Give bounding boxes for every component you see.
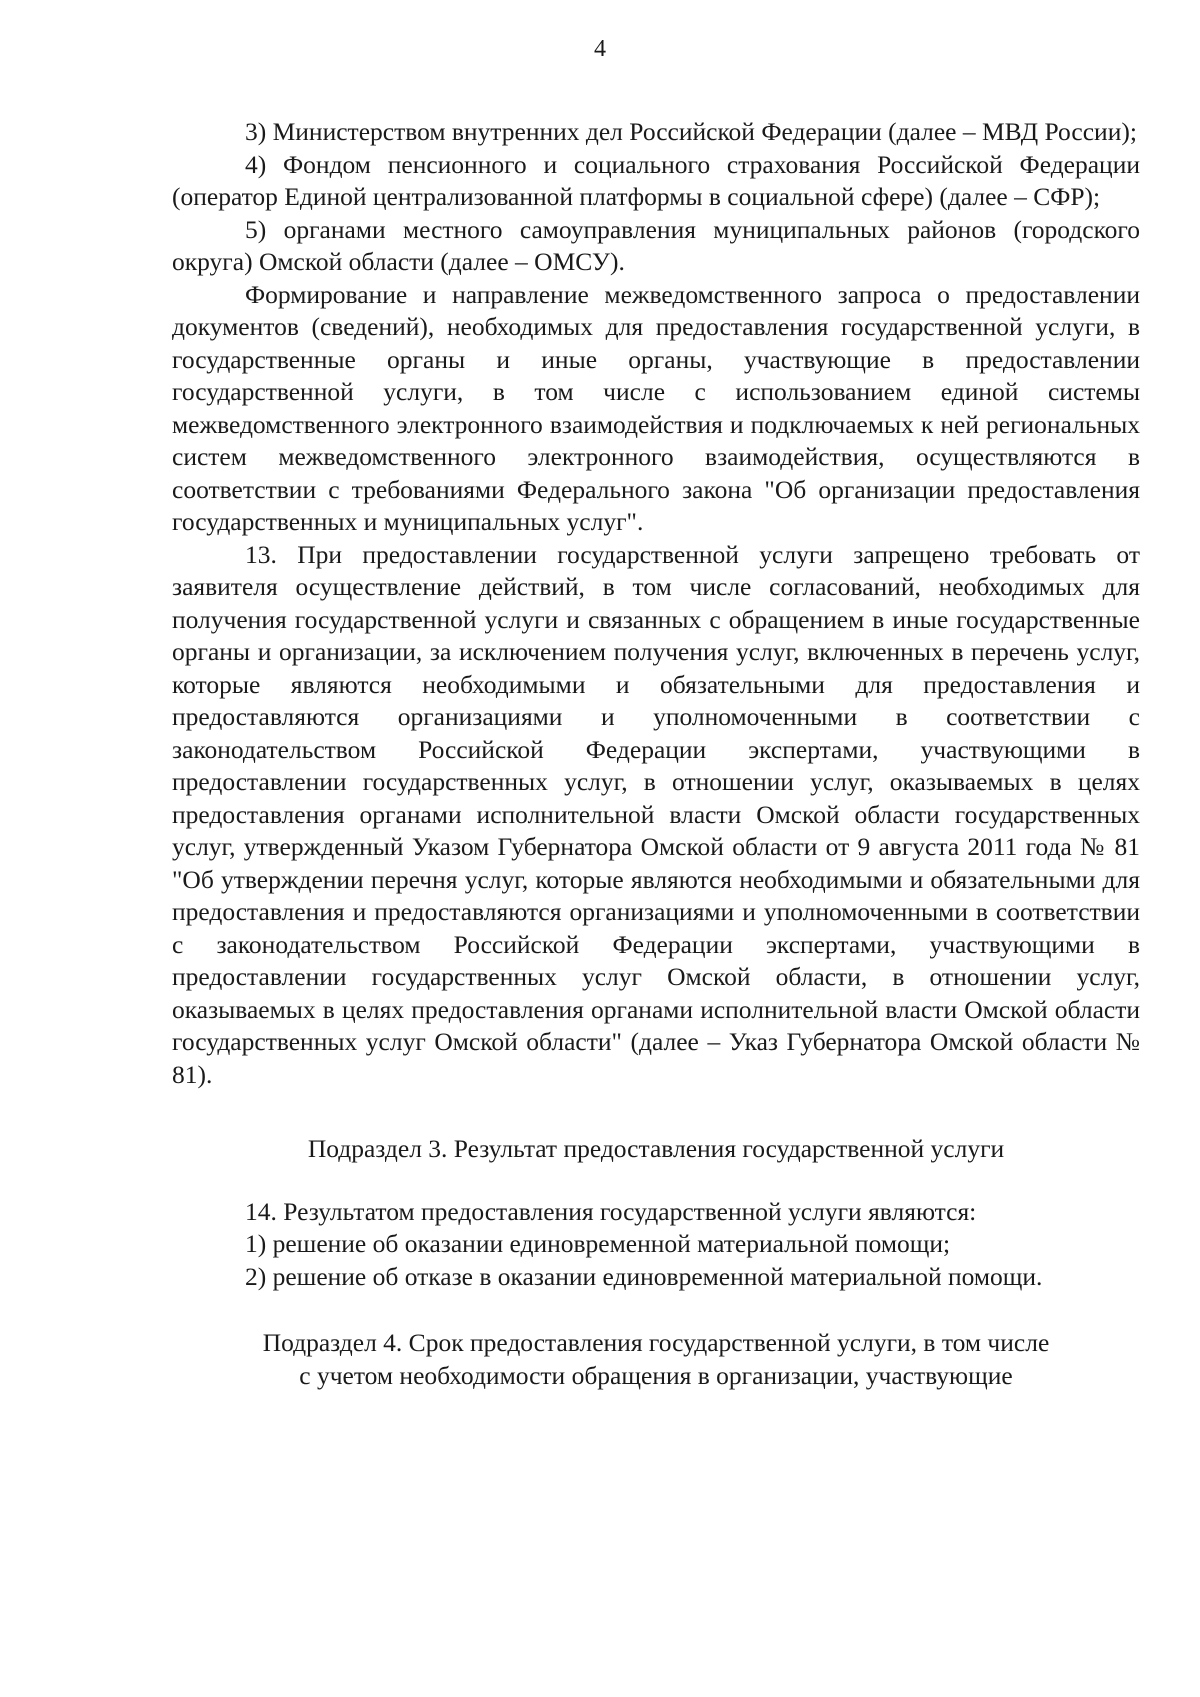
subsection-4-heading bbox=[172, 1327, 1140, 1392]
paragraph-14: 14. Результатом предоставления государственной услуги являются: bbox=[245, 1196, 977, 1226]
subsection-4-heading-line-2: с учетом необходимости обращения в организации, участвующие bbox=[299, 1360, 1013, 1390]
result-item-2: 2) решение об отказе в оказании единовременной материальной помощи. bbox=[245, 1261, 1043, 1291]
paragraph-13: 13. При предоставлении государственной услуги запрещено требовать от заявителя осуществление действий, в том числе согласований, необходимых для получения государственной услуги и связанных с обращением в иные государственные органы и организации, за исключением получения услуг, включенных в перечень услуг, которые являются необходимыми и обязательными для предоставления и предоставляются организациями и уполномоченными в соответствии с законодательством Российской Федерации экспертами, участвующими в предоставлении государственных услуг, в отношении услуг, оказываемых в целях предоставления органами исполнительной власти Омской области государственных услуг, утвержденный Указом Губернатора Омской области от 9 августа 2011 года № 81 "Об утверждении перечня услуг, которые являются необходимыми и обязательными для предоставления и предоставляются организациями и уполномоченными в соответствии с законодательством Российской Федерации экспертами, участвующими в предоставлении государственных услуг Омской области, в отношении услуг, оказываемых в целях предоставления органами исполнительной власти Омской области государственных услуг Омской области" (далее – Указ Губернатора Омской области № 81). bbox=[172, 539, 1140, 1089]
page-number: 4 bbox=[594, 36, 606, 62]
paragraph-omsu: 5) органами местного самоуправления муниципальных районов (городского округа) Омской области (далее – ОМСУ). bbox=[172, 214, 1140, 276]
paragraph-mvd: 3) Министерством внутренних дел Российской Федерации (далее – МВД России); bbox=[245, 117, 1137, 146]
subsection-3-heading: Подраздел 3. Результат предоставления государственной услуги bbox=[307, 1134, 1005, 1163]
paragraph-sfr: 4) Фондом пенсионного и социального страхования Российской Федерации (оператор Единой централизованной платформы в социальной сфере) (далее – СФР); bbox=[172, 149, 1140, 211]
subsection-4-heading-line-1: Подраздел 4. Срок предоставления государственной услуги, в том числе bbox=[262, 1328, 1050, 1357]
document-body bbox=[172, 116, 1140, 1392]
result-item-1: 1) решение об оказании единовременной материальной помощи; bbox=[245, 1229, 951, 1258]
paragraph-interagency-request: Формирование и направление межведомственного запроса о предоставлении документов (сведений), необходимых для предоставления государственной услуги, в государственные органы и иные органы, участвующие в предоставлении государственной услуги, в том числе с использованием единой системы межведомственного электронного взаимодействия и подключаемых к ней региональных систем межведомственного электронного взаимодействия, осуществляются в соответствии с требованиями Федерального закона "Об организации предоставления государственных и муниципальных услуг". bbox=[172, 279, 1140, 536]
